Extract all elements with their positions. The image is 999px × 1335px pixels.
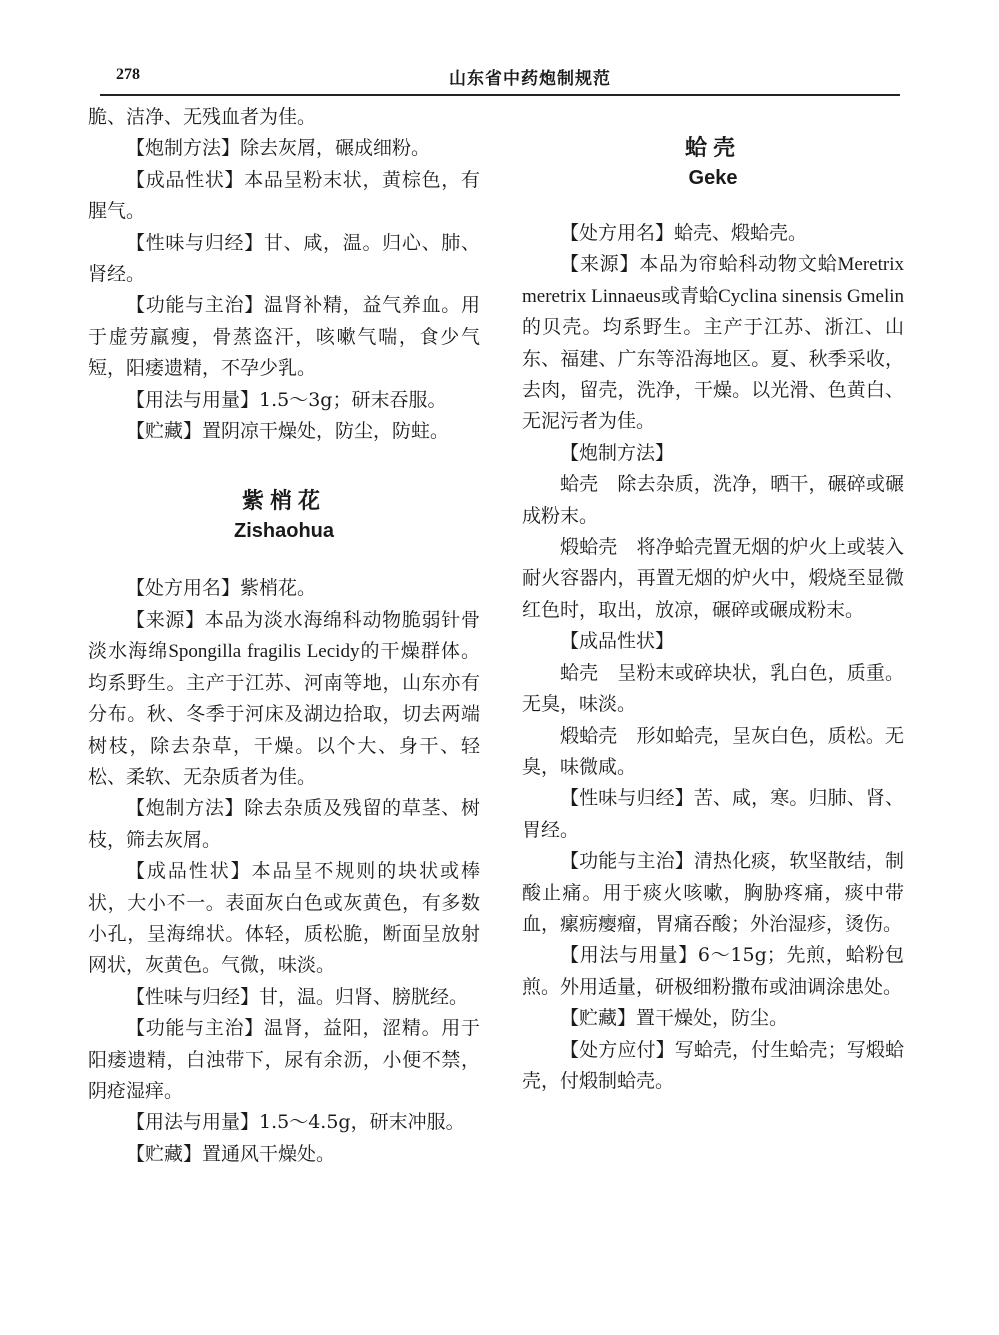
left-column	[88, 102, 480, 1170]
entry-title-zishaohua: 紫梢花	[241, 488, 326, 515]
header-rule	[100, 94, 900, 96]
continuation-product-form: 【成品性状】本品呈粉末状，黄棕色，有腥气。	[88, 168, 480, 223]
continuation-nature-meridian: 【性味与归经】甘、咸，温。归心、肺、肾经。	[88, 231, 480, 286]
geke-nature-meridian: 【性味与归经】苦、咸，寒。归肺、肾、胃经。	[522, 787, 904, 841]
geke-processing-raw: 蛤壳 除去杂质，洗净，晒干，碾碎或碾成粉末。	[522, 473, 904, 527]
geke-product-form-calcined: 煅蛤壳 形如蛤壳，呈灰白色，质松。无臭，味微咸。	[522, 724, 904, 778]
entry-pinyin-geke: Geke	[688, 167, 738, 189]
entry-title-geke: 蛤壳	[684, 135, 741, 161]
geke-product-form-heading: 【成品性状】	[560, 630, 675, 653]
continuation-storage: 【贮藏】置阴凉干燥处，防尘，防蛀。	[126, 420, 450, 443]
geke-processing-calcined: 煅蛤壳 将净蛤壳置无烟的炉火上或装入耐火容器内，再置无烟的炉火中，煅烧至显微红色时，取出，放凉，碾碎或碾成粉末。	[522, 536, 904, 621]
zishaohua-prescription-name: 【处方用名】紫梢花。	[126, 577, 317, 600]
page-number: 278	[116, 66, 140, 83]
zishaohua-function: 【功能与主治】温肾，益阳，涩精。用于阳痿遗精，白浊带下，尿有余沥，小便不禁，阴疮湿痒。	[88, 1017, 480, 1102]
continuation-function: 【功能与主治】温肾补精，益气养血。用于虚劳羸瘦，骨蒸盗汗，咳嗽气喘，食少气短，阳痿遗精，不孕少乳。	[88, 294, 480, 380]
geke-dispensing: 【处方应付】写蛤壳，付生蛤壳；写煅蛤壳，付煅制蛤壳。	[522, 1038, 904, 1092]
geke-storage: 【贮藏】置干燥处，防尘。	[560, 1007, 789, 1030]
geke-dosage: 【用法与用量】6～15g；先煎，蛤粉包煎。外用适量，研极细粉撒布或油调涂患处。	[522, 944, 904, 998]
zishaohua-nature-meridian: 【性味与归经】甘，温。归肾、膀胱经。	[126, 985, 469, 1008]
continuation-paragraph: 脆、洁净、无残血者为佳。	[88, 106, 317, 128]
geke-processing-heading: 【炮制方法】	[560, 441, 675, 464]
geke-product-form-raw: 蛤壳 呈粉末或碎块状，乳白色，质重。无臭，味淡。	[522, 661, 904, 716]
zishaohua-processing: 【炮制方法】除去杂质及残留的草茎、树枝，筛去灰屑。	[88, 797, 480, 851]
entry-pinyin-zishaohua: Zishaohua	[233, 520, 334, 543]
continuation-dosage: 【用法与用量】1.5～3g；研末吞服。	[126, 388, 447, 411]
zishaohua-product-form: 【成品性状】本品呈不规则的块状或棒状，大小不一。表面灰白色或灰黄色，有多数小孔，呈海绵状。体轻，质松脆，断面呈放射网状，灰黄色。气微，味淡。	[88, 860, 480, 977]
geke-prescription-name: 【处方用名】蛤壳、煅蛤壳。	[560, 222, 808, 244]
zishaohua-dosage: 【用法与用量】1.5～4.5g，研末冲服。	[126, 1111, 465, 1134]
running-head-title: 山东省中药炮制规范	[449, 69, 611, 89]
right-column	[522, 102, 904, 1097]
geke-source: 【来源】本品为帘蛤科动物文蛤Meretrix meretrix Linnaeus或青蛤Cyclina sinensis Gmelin的贝壳。均系野生。主产于江苏、浙江、山东、福建、广东等沿海地区。夏、秋季采收，去肉，留壳，洗净，干燥。以光滑、色黄白、无泥污者为佳。	[522, 254, 904, 433]
zishaohua-storage: 【贮藏】置通风干燥处。	[126, 1142, 336, 1165]
geke-function: 【功能与主治】清热化痰，软坚散结，制酸止痛。用于痰火咳嗽，胸胁疼痛，痰中带血，瘰疬瘿瘤，胃痛吞酸；外治湿疹，烫伤。	[522, 850, 904, 935]
continuation-processing: 【炮制方法】除去灰屑，碾成细粉。	[126, 137, 431, 160]
zishaohua-source: 【来源】本品为淡水海绵科动物脆弱针骨淡水海绵Spongilla fragilis Lecidy的干燥群体。均系野生。主产于江苏、河南等地，山东亦有分布。秋、冬季于河床及湖边拾取，切去两端树枝，除去杂草，干燥。以个大、身干、轻松、柔软、无杂质者为佳。	[88, 609, 480, 788]
